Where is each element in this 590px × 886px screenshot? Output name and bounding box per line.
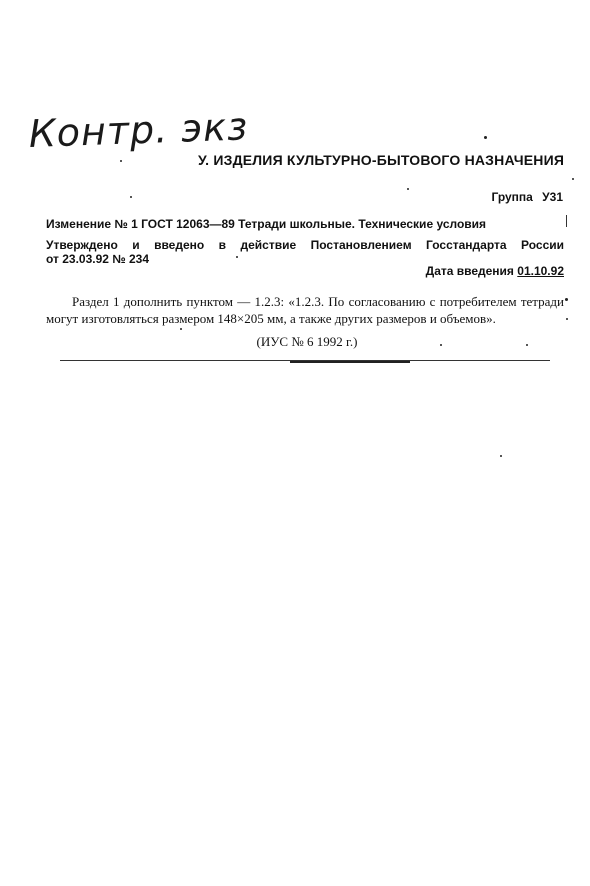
scan-speck (120, 160, 122, 162)
scan-speck (566, 318, 568, 320)
scan-speck (565, 298, 568, 301)
scan-speck (130, 196, 132, 198)
group-code: Группа У31 (491, 190, 563, 204)
scan-speck (407, 188, 409, 190)
amendment-body: Раздел 1 дополнить пунктом — 1.2.3: «1.2.3. По согласованию с потребителем тетради могут изготовляться размером 148×205 мм, а также других размеров и объемов». (46, 294, 564, 326)
handwritten-note: Контр. экз (28, 104, 249, 156)
source-reference: (ИУС № 6 1992 г.) (256, 334, 358, 349)
introduction-date-label: Дата введения (425, 264, 514, 278)
scan-speck (572, 178, 574, 180)
scan-speck (484, 136, 487, 139)
scan-speck (526, 344, 528, 346)
approval-line: Утверждено и введено в действие Постановлением Госстандарта России (46, 238, 564, 252)
introduction-date (426, 264, 564, 278)
amendment-title: Изменение № 1 ГОСТ 12063—89 Тетради школьные. Технические условия (46, 217, 487, 231)
introduction-date-value: 01.10.92 (517, 264, 564, 278)
scan-speck (500, 455, 502, 457)
section-title: У. ИЗДЕЛИЯ КУЛЬТУРНО-БЫТОВОГО НАЗНАЧЕНИЯ (198, 152, 565, 168)
approval-date-line: от 23.03.92 № 234 (46, 252, 150, 266)
scan-speck (440, 344, 442, 346)
scan-speck (236, 256, 238, 258)
margin-mark (566, 215, 567, 227)
scan-speck (180, 328, 182, 330)
divider-line-accent (290, 361, 410, 363)
